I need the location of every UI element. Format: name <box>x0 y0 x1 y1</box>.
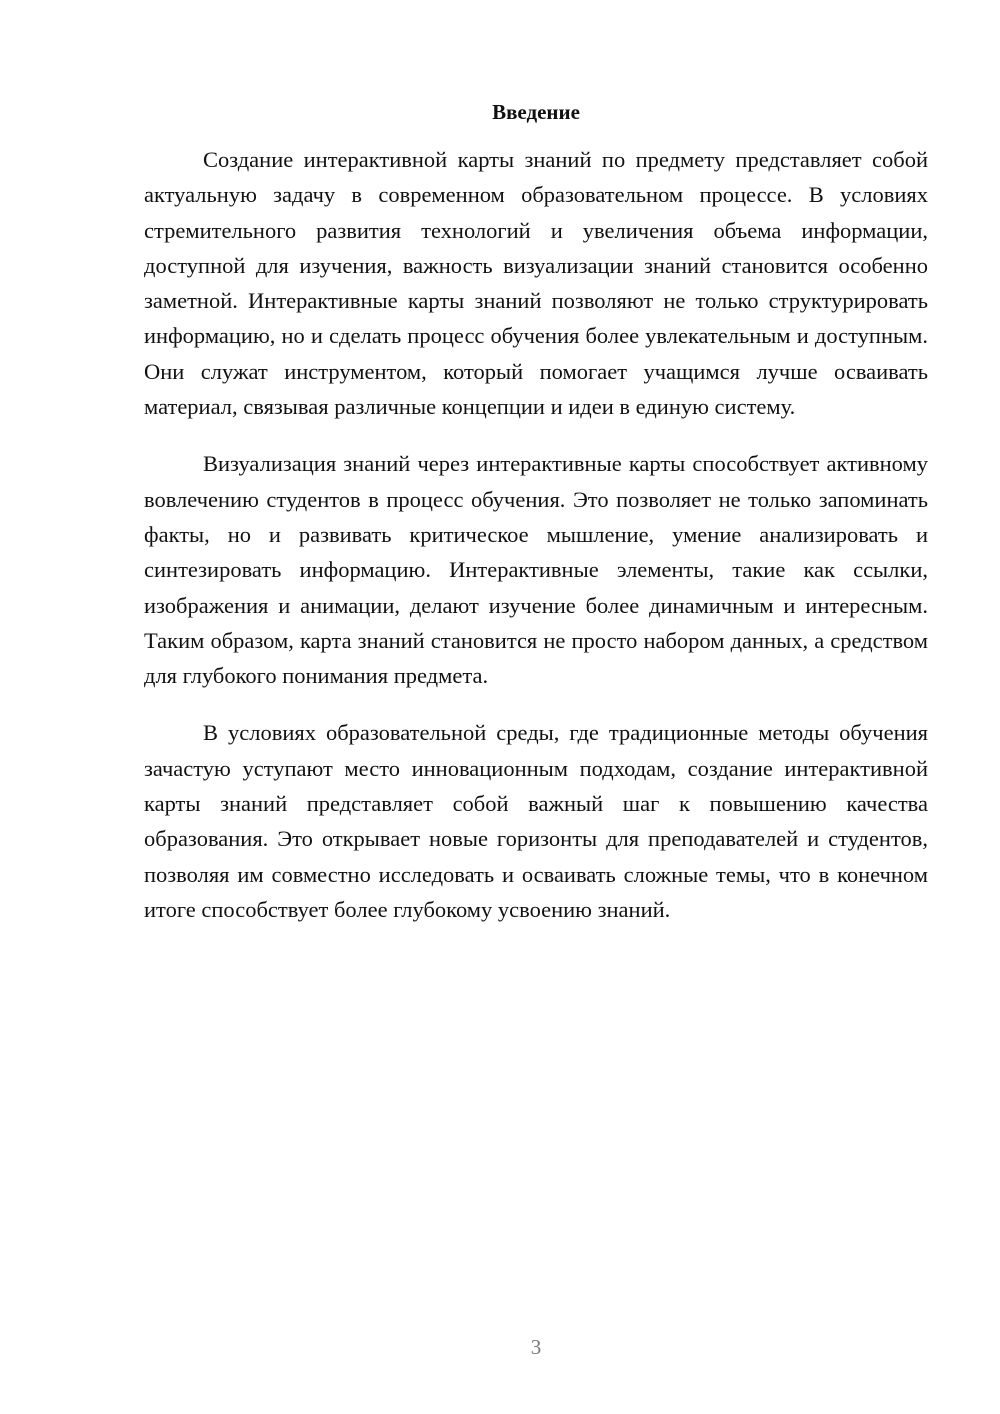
section-title: Введение <box>492 100 580 124</box>
page-number: 3 <box>530 1335 542 1359</box>
paragraph-1: Создание интерактивной карты знаний по предмету представляет собой актуальную задачу в современном образовательном процессе. В условиях стремительного развития технологий и увеличения объема информации, доступной для изучения, важность визуализации знаний становится особенно заметной. Интерактивные карты знаний позволяют не только структурировать информацию, но и сделать процесс обучения более увлекательным и доступным. Они служат инструментом, который помогает учащимся лучше осваивать материал, связывая различные концепции и идеи в единую систему. <box>144 147 928 420</box>
paragraph-2: Визуализация знаний через интерактивные карты способствует активному вовлечению студентов в процесс обучения. Это позволяет не только запоминать факты, но и развивать критическое мышление, умение анализировать и синтезировать информацию. Интерактивные элементы, такие как ссылки, изображения и анимации, делают изучение более динамичным и интересным. Таким образом, карта знаний становится не просто набором данных, а средством для глубокого понимания предмета. <box>144 451 928 689</box>
paragraph-3: В условиях образовательной среды, где традиционные методы обучения зачастую уступают место инновационным подходам, создание интерактивной карты знаний представляет собой важный шаг к повышению качества образования. Это открывает новые горизонты для преподавателей и студентов, позволяя им совместно исследовать и осваивать сложные темы, что в конечном итоге способствует более глубокому усвоению знаний. <box>144 720 928 922</box>
document-body <box>144 142 928 949</box>
